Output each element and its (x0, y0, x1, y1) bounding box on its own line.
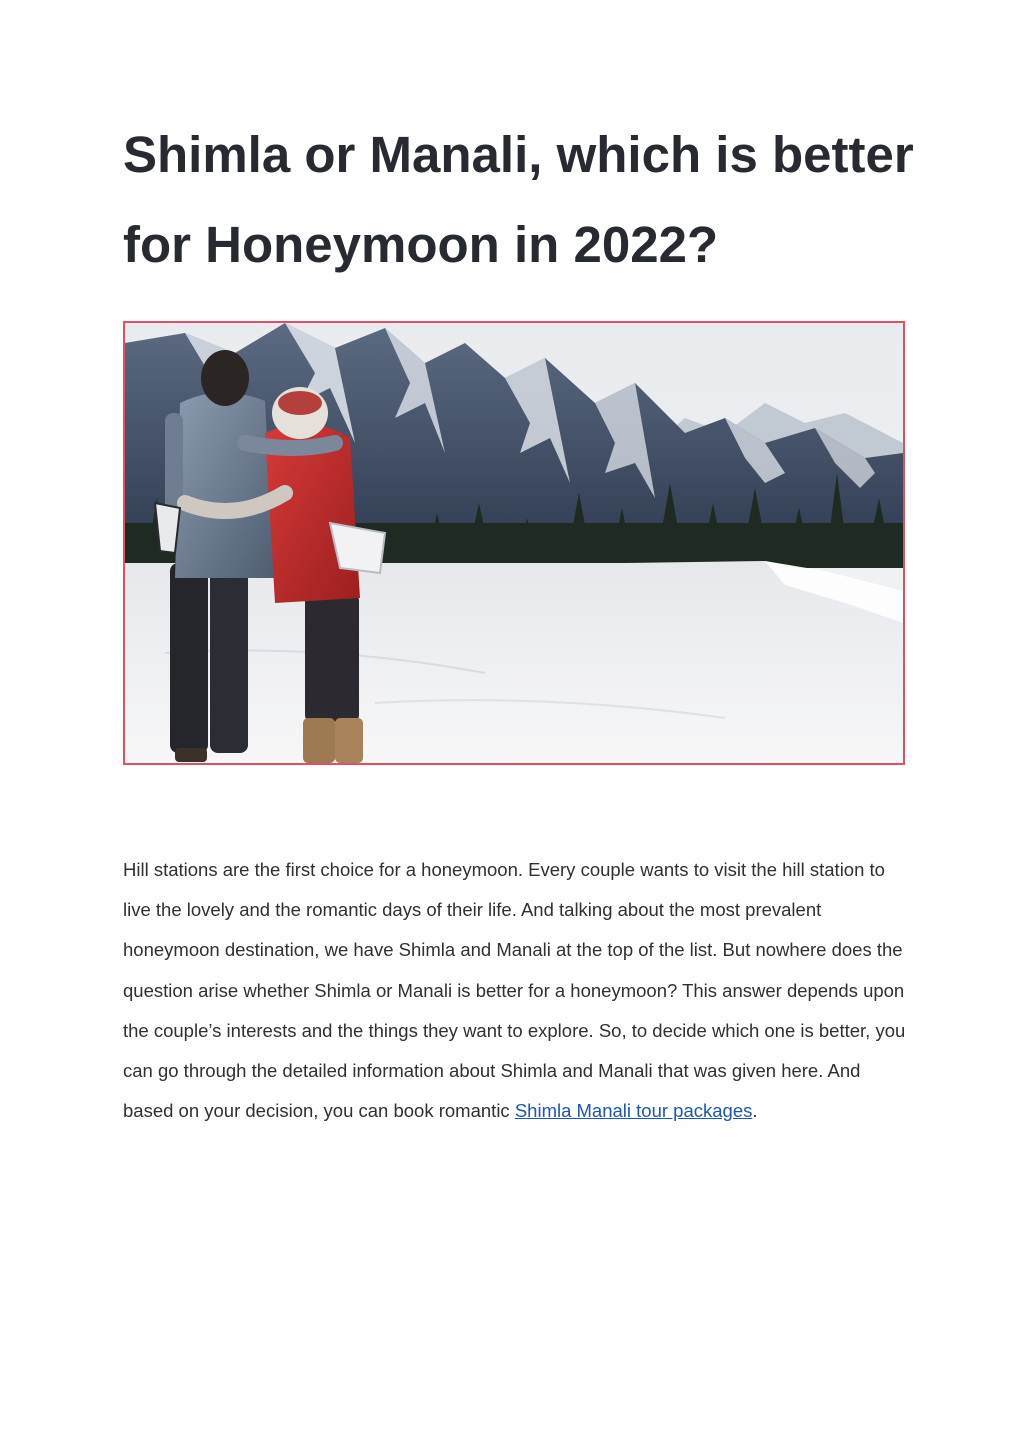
hero-image (123, 321, 905, 765)
tour-packages-link[interactable]: Shimla Manali tour packages (514, 1100, 753, 1122)
hero-illustration (125, 323, 903, 763)
intro-text: Hill stations are the first choice for a honeymoon. Every couple wants to visit the hill station to live the lovely and the romantic days of their life. And talking about the most prevalent honeymoon destination, we have Shimla and Manali at the top of the list. But nowhere does the question arise whether Shimla or Manali is better for a honeymoon? This answer depends upon the couple’s interests and the things they want to explore. So, to decide which one is better, you can go through the detailed information about Shimla and Manali that was given here. And based on your decision, you can book romantic (123, 859, 906, 1122)
page-title: Shimla or Manali, which is better for Honeymoon in 2022? (123, 126, 914, 273)
intro-paragraph (123, 850, 908, 1131)
trailing-punctuation: . (752, 1100, 758, 1122)
